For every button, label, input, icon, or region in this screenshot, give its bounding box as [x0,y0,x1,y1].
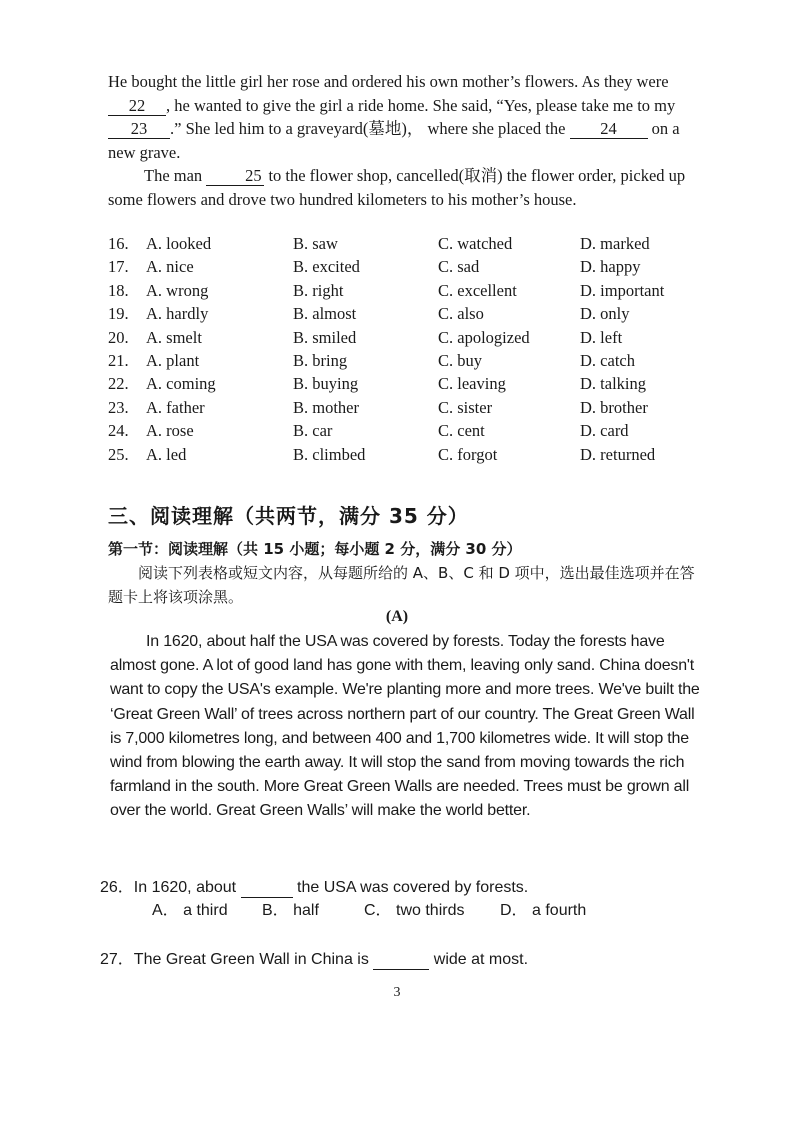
q26-option-d: D． a fourth [500,902,587,919]
blank-25: 25 [206,167,264,186]
passage-label: (A) [385,608,409,625]
section-title: 三、阅读理解（共两节，满分 35 分） [108,504,469,528]
cloze-paragraph-2: The man 25 to the flower shop, cancelled(取消) the flower order, picked up some flowers and drove two hundred kilometers to his mother’s house. [108,166,686,209]
q26-option-b: B． half [262,902,319,919]
page-number: 3 [393,985,401,1000]
blank-q27 [373,951,429,970]
section-instruction: 阅读下列表格或短文内容，从每题所给的 A、B、C 和 D 项中，选出最佳选项并在答题卡上将该项涂黑。 [108,564,695,606]
question-26: 26．In 1620, about the USA was covered by forests. [100,879,529,896]
q26-option-a: A． a third [152,902,228,919]
blank-24: 24 [570,120,648,139]
blank-22: 22 [108,97,166,116]
cloze-paragraph-1: He bought the little girl her rose and ordered his own mother’s flowers. As they were 22 , he wanted to give the girl a ride home. She said, “Yes, please take me to my 23 .” She led him to a graveyard(墓地)， where she placed the 24 on a new grave. [108,72,680,162]
exam-page: He bought the little girl her rose and ordered his own mother’s flowers. As they were 22 , he wanted to give the girl a ride home. She said, “Yes, please take me to my 23 .” She led him to a graveyard(墓地)， where she placed the 24 on a new grave. The man 25 to the flower shop, cancelled(取消) the flower order, picked up some flowers and drove two hundred kilometers to his mother’s house. 16. A. looked B. saw C. watched D. marked 17. A. nice B. excited C. sad D. happy 18. A. wrong B. right C. excellent D. important 19. A. hardly B. almost C. also D. only 20. A. smelt B. smiled C. apologized D. left 21. A. plant B. bring C. buy D. catch 22. A. coming B. buying C. leaving D. talking 23. A. father B. mother C. sister D. brother 24. A. rose B. car C. cent D. card 25. A. led B. climbed C. forgot D. returned 三、阅读理解（共两节，满分 35 分） 第一节：阅读理解（共 15 小题；每小题 2 分，满分 30 分） 阅读下列表格或短文内容，从每题所给的 A、B、C 和 D 项中，选出最佳选项并在答题卡上将该项涂黑。 (A) In 1620, about half the USA was covered by forests. Today the forests have almost gone. A lot of good land has gone with them, leaving only sand. China doesn't want to copy the USA's example. We're planting more and more trees. We've built the ‘Great Green Wall’ of trees across northern part of our country. The Great Green Wall is 7,000 kilometres long, and between 400 and 1,700 kilometres wide. It will stop the wind from blowing the earth away. It will stop the sand from moving towards the rich farmland in the south. More Great Green Walls are needed. Trees must be grown all over the world. Great Green Walls’ will make the world better. 26．In 1620, about the USA was covered by forests. A． a third B． half C． two thirds D． a fourth 27．The Great Green Wall in China is wide at most. 3 [0,0,794,1124]
section-subtitle: 第一节：阅读理解（共 15 小题；每小题 2 分，满分 30 分） [108,540,522,558]
q26-option-c: C． two thirds [364,902,465,919]
cloze-passage [108,70,698,211]
reading-passage: In 1620, about half the USA was covered by forests. Today the forests have almost gone. A lot of good land has gone with them, leaving only sand. China doesn't want to copy the USA's example. We're planting more and more trees. We've built the ‘Great Green Wall’ of trees across northern part of our country. The Great Green Wall is 7,000 kilometres long, and between 400 and 1,700 kilometres wide. It will stop the wind from blowing the earth away. It will stop the sand from moving towards the rich farmland in the south. More Great Green Walls are needed. Trees must be grown all over the world. Great Green Walls’ will make the world better. [110,633,700,820]
blank-23: 23 [108,120,170,139]
question-27: 27．The Great Green Wall in China is wide at most. [100,951,529,968]
blank-q26 [241,879,293,898]
